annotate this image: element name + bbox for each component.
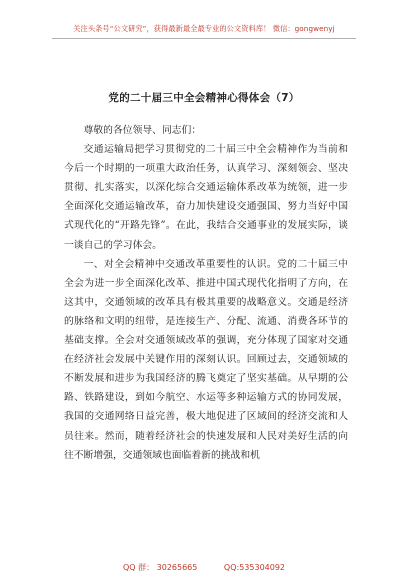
- paragraph: 一、对全会精神中交通改革重要性的认识。党的二十届三中全会为进一步全面深化改革、推进中国式现代化指明了方向，在这其中，交通领域的改革具有极其重要的战略意义。交通是经济的脉络和文明的纽带，是连接生产、分配、流通、消费各环节的基础支撑。全会对交通领域改革的强调，充分体现了国家对交通在经济社会发展中关键作用的深刻认识。回顾过去，交通领域的不断发展和进步为我国经济的腾飞奠定了坚实基础。从早期的公路、铁路建设，到如今航空、水运等多种运输方式的协同发展，我国的交通网络日益完善，极大地促进了区域间的经济交流和人员往来。然而，随着经济社会的快速发展和人民对美好生活的向往不断增强，交通领域也面临着新的挑战和机: [64, 258, 348, 461]
- footer-qq-group: QQ 群： 30265665: [122, 563, 198, 572]
- salutation: 尊敬的各位领导、同志们：: [83, 125, 202, 136]
- header-divider: [52, 38, 356, 39]
- paragraph: 交通运输局把学习贯彻党的二十届三中全会精神作为当前和今后一个时期的一项重大政治任务，认真学习、深刻领会、坚决贯彻、扎实落实，以深化综合交通运输体系改革为统领，进一步全面深化交通运输改革，奋力加快建设交通强国、努力当好中国式现代化的“开路先锋”。在此，我结合交通事业的发展实际，谈一谈自己的学习体会。: [64, 144, 348, 251]
- document-title: 党的二十届三中全会精神心得体会（7）: [108, 92, 300, 104]
- footer-contact: [0, 562, 408, 573]
- header-note: 关注头条号“公文研究”，获得最新最全最专业的公文资料库！ 微信：gongwenyj: [73, 24, 335, 33]
- document-body: [64, 121, 348, 465]
- footer-qq-number: QQ:535304092: [223, 563, 286, 572]
